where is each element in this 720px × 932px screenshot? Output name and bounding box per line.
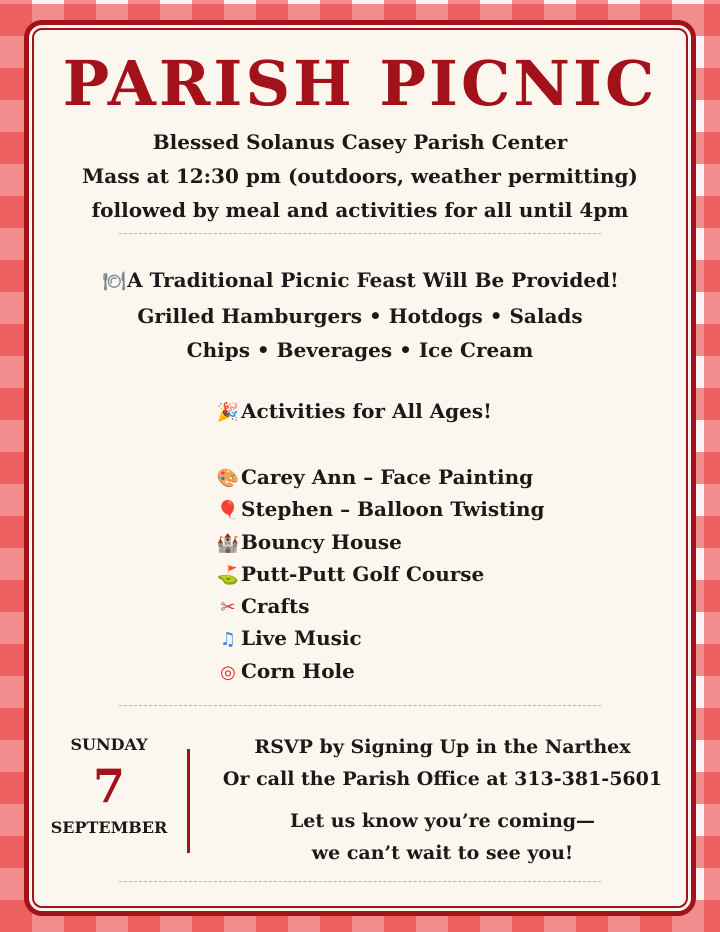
list-item: 🎨Carey Ann – Face Painting — [215, 461, 545, 493]
flyer-card — [24, 20, 696, 916]
target-icon: ◎ — [220, 661, 236, 683]
feast-line-1: Grilled Hamburgers • Hotdogs • Salads — [137, 304, 583, 328]
list-item: 🏰Bouncy House — [215, 526, 545, 558]
feast-heading: A Traditional Picnic Feast Will Be Provided! — [127, 268, 619, 292]
rsvp-block — [204, 731, 681, 795]
page-title: PARISH PICNIC — [62, 47, 658, 120]
date-month: SEPTEMBER — [50, 818, 168, 837]
closing-line-1: Let us know you’re coming— — [289, 810, 596, 832]
date-day: 7 — [92, 759, 125, 813]
list-item: ✂ Crafts — [215, 590, 545, 622]
list-item: ◎ Corn Hole — [215, 655, 545, 687]
feast-heading-row — [29, 263, 691, 299]
list-item: ♫ Live Music — [215, 622, 545, 654]
rsvp-line-1: RSVP by Signing Up in the Narthex — [254, 736, 631, 758]
music-notes-icon: ♫ — [219, 629, 237, 651]
date-weekday: SUNDAY — [70, 735, 148, 754]
divider-bottom — [119, 881, 601, 882]
event-date — [49, 735, 169, 837]
party-popper-icon: 🎉 — [216, 402, 240, 423]
palette-icon: 🎨 — [216, 468, 240, 489]
divider-top — [119, 233, 601, 234]
venue-line: Blessed Solanus Casey Parish Center — [152, 130, 568, 154]
activities-time-line: followed by meal and activities for all until 4pm — [91, 198, 629, 222]
activities-heading-row — [215, 399, 492, 423]
scissors-icon: ✂ — [220, 597, 236, 619]
rsvp-line-2: Or call the Parish Office at 313-381-5601 — [222, 768, 663, 790]
closing-note — [204, 805, 681, 869]
date-separator — [187, 749, 190, 853]
golf-flag-icon: ⛳ — [216, 564, 240, 586]
divider-middle — [119, 705, 601, 706]
feast-line-2: Chips • Beverages • Ice Cream — [186, 338, 534, 362]
closing-line-2: we can’t wait to see you! — [311, 842, 574, 864]
balloon-icon: 🎈 — [216, 500, 240, 522]
feast-block — [29, 263, 691, 367]
list-item: 🎈Stephen – Balloon Twisting — [215, 493, 545, 525]
fork-knife-icon: 🍽 — [102, 271, 126, 292]
intro-block — [29, 125, 691, 227]
castle-icon: 🏰 — [216, 532, 240, 554]
list-item: ⛳Putt-Putt Golf Course — [215, 558, 545, 590]
activities-list — [215, 461, 545, 687]
mass-line: Mass at 12:30 pm (outdoors, weather permitting) — [82, 164, 638, 188]
activities-heading: Activities for All Ages! — [241, 399, 492, 423]
